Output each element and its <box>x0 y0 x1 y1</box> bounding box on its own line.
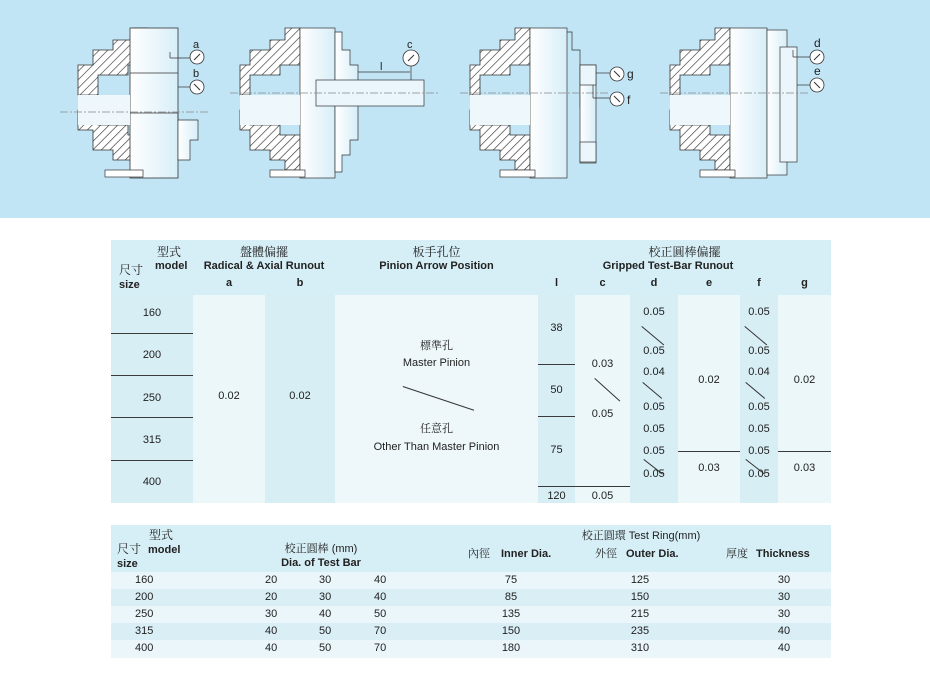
header-inner-en: Inner Dia. <box>501 548 552 560</box>
d-value: 0.05 <box>643 445 665 457</box>
header-model-zh: 型式 <box>149 528 174 542</box>
svg-text:b: b <box>193 68 200 80</box>
runout-table <box>111 240 831 503</box>
header-runout-en: Radical & Axial Runout <box>203 260 325 272</box>
outer-dia: 150 <box>630 591 650 603</box>
l-value: 120 <box>547 490 566 502</box>
e-value: 0.02 <box>698 374 720 386</box>
svg-text:g: g <box>627 67 634 81</box>
thickness: 30 <box>777 608 791 620</box>
d-value: 0.05 <box>643 345 665 357</box>
outer-dia: 215 <box>630 608 650 620</box>
header-runout-zh: 盤體偏擺 <box>239 245 288 259</box>
header-col-f: f <box>757 277 761 289</box>
header-pinion-en: Pinion Arrow Position <box>379 260 494 272</box>
chuck-diagram-stepped-jaw <box>460 20 660 190</box>
svg-text:a: a <box>193 39 200 51</box>
g-value: 0.03 <box>793 462 816 474</box>
master-pinion-en: Master Pinion <box>402 357 471 369</box>
l-value: 50 <box>550 384 563 396</box>
inner-dia: 75 <box>504 574 518 586</box>
row-divider <box>111 333 193 334</box>
d-value: 0.05 <box>643 468 665 480</box>
bar-dia-1: 40 <box>265 625 278 637</box>
e-divider <box>678 451 740 452</box>
l-value: 75 <box>550 444 563 456</box>
d-value: 0.05 <box>643 423 665 435</box>
size-cell: 200 <box>135 591 154 603</box>
bar-dia-2: 50 <box>319 625 332 637</box>
row-divider <box>111 460 193 461</box>
svg-text:l: l <box>380 61 383 73</box>
other-pinion-zh: 任意孔 <box>420 423 453 435</box>
header-size-en: size <box>119 279 140 291</box>
bar-dia-1: 20 <box>265 574 278 586</box>
header-col-a: a <box>225 277 233 289</box>
diagram-banner <box>0 0 930 218</box>
header-outer-zh: 外徑 <box>595 548 617 560</box>
bar-dia-3: 50 <box>374 608 387 620</box>
bar-dia-3: 40 <box>374 574 387 586</box>
bar-dia-2: 50 <box>319 642 332 654</box>
b-value: 0.02 <box>289 390 311 402</box>
size-cell: 400 <box>142 476 162 488</box>
header-col-b: b <box>296 277 304 289</box>
size-cell: 250 <box>142 392 162 404</box>
size-cell: 200 <box>142 349 162 361</box>
inner-dia: 150 <box>501 625 521 637</box>
other-pinion-en: Other Than Master Pinion <box>373 441 500 453</box>
thickness: 30 <box>777 574 791 586</box>
d-value: 0.05 <box>643 306 665 318</box>
size-cell: 400 <box>135 642 154 654</box>
c-value: 0.03 <box>591 358 614 370</box>
c-value: 0.05 <box>591 408 614 420</box>
f-value: 0.05 <box>748 306 770 318</box>
bar-dia-3: 70 <box>374 642 387 654</box>
master-pinion-zh: 標準孔 <box>420 340 453 352</box>
header-model-en: model <box>155 260 188 272</box>
header-ring-title: 校正圓環 Test Ring(mm) <box>581 530 701 542</box>
f-value: 0.05 <box>748 401 770 413</box>
f-value: 0.04 <box>748 366 770 378</box>
header-thick-en: Thickness <box>756 548 810 560</box>
f-value: 0.05 <box>748 345 770 357</box>
header-testbar-en: Gripped Test-Bar Runout <box>602 260 734 272</box>
table-row <box>111 606 831 623</box>
g-value: 0.02 <box>793 374 816 386</box>
pinion-column <box>335 295 538 503</box>
header-testbar-en: Dia. of Test Bar <box>281 557 361 569</box>
header-col-l: l <box>554 277 559 289</box>
header-pinion-zh: 板手孔位 <box>412 245 461 259</box>
d-value: 0.04 <box>643 366 665 378</box>
size-cell: 250 <box>135 608 154 620</box>
a-value: 0.02 <box>218 390 240 402</box>
bar-dia-1: 40 <box>265 642 278 654</box>
size-cell: 160 <box>142 307 162 319</box>
svg-text:d: d <box>814 36 821 50</box>
header-col-d: d <box>650 277 658 289</box>
bar-dia-2: 30 <box>319 574 332 586</box>
bar-dia-2: 40 <box>319 608 332 620</box>
bar-dia-3: 40 <box>374 591 387 603</box>
thickness: 40 <box>777 625 791 637</box>
outer-dia: 125 <box>630 574 650 586</box>
test-ring-table <box>111 525 831 658</box>
header-size-en: size <box>117 558 138 570</box>
size-cell: 315 <box>135 625 154 637</box>
svg-text:c: c <box>407 39 413 51</box>
f-value: 0.05 <box>748 423 770 435</box>
inner-dia: 85 <box>504 591 518 603</box>
f-value: 0.05 <box>748 468 770 480</box>
e-value: 0.03 <box>698 462 720 474</box>
l-divider <box>538 416 575 417</box>
size-cell: 160 <box>135 574 154 586</box>
bar-dia-1: 20 <box>265 591 278 603</box>
chuck-diagram-test-bar <box>230 20 460 190</box>
size-cell: 315 <box>142 434 162 446</box>
header-col-c: c <box>599 277 606 289</box>
l-value: 38 <box>550 322 563 334</box>
header-size-zh: 尺寸 <box>117 542 142 556</box>
header-model-zh: 型式 <box>157 245 182 259</box>
thickness: 30 <box>777 591 791 603</box>
inner-dia: 180 <box>501 642 521 654</box>
svg-text:e: e <box>814 64 821 78</box>
header-col-g: g <box>801 277 808 289</box>
header-col-e: e <box>705 277 713 289</box>
table-row <box>111 572 831 589</box>
outer-dia: 235 <box>630 625 650 637</box>
outer-dia: 310 <box>630 642 650 654</box>
bar-dia-1: 30 <box>265 608 278 620</box>
header-model-en: model <box>148 544 181 556</box>
header-testbar-zh: 校正圓棒偏擺 <box>648 245 721 259</box>
chuck-diagram-face-jaw <box>660 20 860 190</box>
bar-dia-3: 70 <box>374 625 387 637</box>
row-divider <box>111 417 193 418</box>
f-value: 0.05 <box>748 445 770 457</box>
g-divider <box>778 451 831 452</box>
header-thick-zh: 厚度 <box>726 548 748 560</box>
header-outer-en: Outer Dia. <box>626 548 679 560</box>
row-divider <box>111 375 193 376</box>
l-divider <box>538 364 575 365</box>
c-value: 0.05 <box>591 490 614 502</box>
header-size-zh: 尺寸 <box>119 263 144 277</box>
thickness: 40 <box>777 642 791 654</box>
table-row <box>111 589 831 606</box>
bar-dia-2: 30 <box>319 591 332 603</box>
c-column <box>575 295 630 503</box>
d-value: 0.05 <box>643 401 665 413</box>
table-row <box>111 623 831 640</box>
header-testbar-zh: 校正圓棒 (mm) <box>284 543 358 555</box>
table-row <box>111 640 831 658</box>
svg-text:f: f <box>627 93 631 107</box>
inner-dia: 135 <box>501 608 521 620</box>
l-c-divider <box>538 486 630 487</box>
header-inner-zh: 內徑 <box>468 548 490 560</box>
